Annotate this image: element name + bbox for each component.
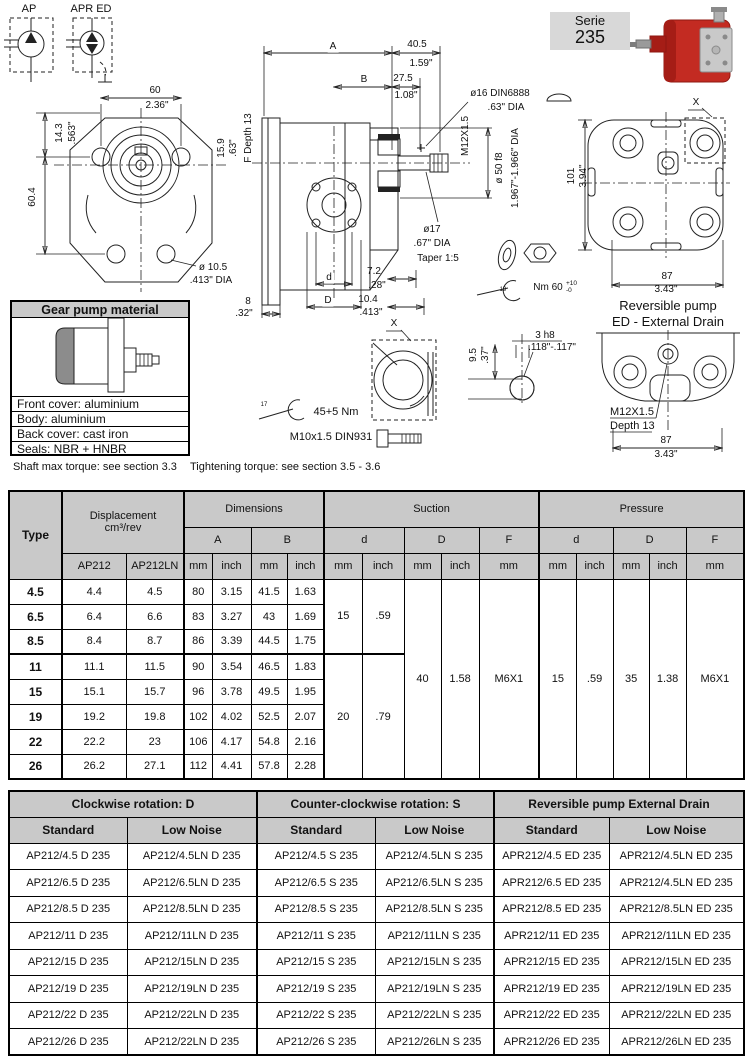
subheader-standard: Standard (257, 817, 375, 843)
header-clockwise: Clockwise rotation: D (9, 791, 257, 817)
header-displacement-line1: Displacement (89, 510, 157, 523)
dim-87-ed-in: 3.43" (654, 448, 678, 460)
dim-9-5-in: .37" (480, 346, 491, 364)
external-drain-title: ED - External Drain (612, 314, 724, 330)
order-code-cell: AP212/22 D 235 (9, 1002, 127, 1029)
dim-87-rear: 87 (661, 270, 673, 282)
order-code-cell: AP212/19LN D 235 (127, 976, 257, 1003)
x-detail-drawing (372, 330, 436, 420)
type-cell: 19 (9, 704, 62, 729)
material-row-back-cover: Back cover: cast iron (12, 427, 188, 442)
order-row (9, 1029, 744, 1056)
dim-60-in: 2.36" (145, 99, 169, 111)
material-row-seals: Seals: NBR + HNBR (17, 442, 127, 456)
order-code-cell: APR212/15 ED 235 (494, 949, 609, 976)
value-cell: 1.83 (287, 654, 324, 679)
header-reversible-ed: Reversible pump External Drain (494, 791, 744, 817)
apr-ed-hydraulic-symbol (66, 18, 112, 82)
order-code-cell: AP212/19LN S 235 (375, 976, 494, 1003)
order-code-cell: AP212/15 D 235 (9, 949, 127, 976)
value-cell: 19.2 (62, 704, 126, 729)
order-code-cell: APR212/11LN ED 235 (609, 923, 744, 950)
value-cell: 3.15 (212, 579, 251, 604)
order-code-cell: AP212/15LN D 235 (127, 949, 257, 976)
header-unit: inch (287, 553, 324, 579)
header-counter-clockwise: Counter-clockwise rotation: S (257, 791, 494, 817)
header-suction-f: F (479, 527, 539, 553)
shaft-torque-note: Shaft max torque: see section 3.3 (13, 461, 177, 473)
value-cell: 1.69 (287, 604, 324, 629)
order-code-cell: AP212/8.5LN S 235 (375, 896, 494, 923)
dim-27-5-in: 1.08" (394, 89, 418, 101)
value-cell: 1.95 (287, 679, 324, 704)
value-cell: 8.4 (62, 629, 126, 654)
value-cell: 22.2 (62, 729, 126, 754)
order-code-cell: AP212/26 D 235 (9, 1029, 127, 1056)
order-code-cell: APR212/26LN ED 235 (609, 1029, 744, 1056)
dim-40-5: 40.5 (407, 38, 427, 50)
order-row (9, 1002, 744, 1029)
ordering-codes-table (8, 790, 745, 1056)
value-cell: 90 (184, 654, 212, 679)
type-cell: 4.5 (9, 579, 62, 604)
dim-9-5: 9.5 (468, 348, 479, 362)
header-unit: mm (184, 553, 212, 579)
type-cell: 6.5 (9, 604, 62, 629)
dim-14-3-in: .563" (67, 121, 78, 145)
order-code-cell: APR212/8.5LN ED 235 (609, 896, 744, 923)
pilot-dia-in: 1.967"-1.966" DIA (510, 128, 521, 208)
header-displacement (62, 491, 184, 553)
order-row (9, 923, 744, 950)
order-code-cell: AP212/22LN S 235 (375, 1002, 494, 1029)
suction-d-mm-group2: 20 (324, 654, 362, 779)
dim-40-5-in: 1.59" (409, 57, 433, 69)
header-type: Type (9, 491, 62, 579)
header-unit: mm (324, 553, 362, 579)
x-ref-rear: X (692, 96, 700, 108)
suction-dd-mm: 40 (404, 579, 441, 779)
wrench-size-19: 19 (499, 286, 507, 293)
pressure-d-inch: .59 (576, 579, 613, 779)
order-code-cell: AP212/15 S 235 (257, 949, 375, 976)
value-cell: 112 (184, 754, 212, 779)
dim-a-label: A (329, 40, 337, 52)
key-height-label: 3 h8 (535, 329, 555, 341)
shaft-dia-label: ø17 (423, 223, 441, 235)
value-cell: 80 (184, 579, 212, 604)
order-code-cell: AP212/11 D 235 (9, 923, 127, 950)
order-code-cell: APR212/22LN ED 235 (609, 1002, 744, 1029)
apr-ed-symbol-label: APR ED (70, 3, 112, 16)
header-dimensions: Dimensions (184, 491, 324, 527)
header-unit: mm (404, 553, 441, 579)
order-code-cell: APR212/19 ED 235 (494, 976, 609, 1003)
value-cell: 52.5 (251, 704, 287, 729)
header-unit: mm (613, 553, 649, 579)
value-cell: 19.8 (126, 704, 184, 729)
material-row-front-cover: Front cover: aluminium (12, 397, 188, 412)
value-cell: 27.1 (126, 754, 184, 779)
value-cell: 54.8 (251, 729, 287, 754)
value-cell: 15.1 (62, 679, 126, 704)
shaft-thread-label: M12X1.5 (460, 115, 471, 157)
value-cell: 1.75 (287, 629, 324, 654)
order-code-cell: AP212/4.5 D 235 (9, 843, 127, 870)
header-ap212: AP212 (62, 553, 126, 579)
value-cell: 2.07 (287, 704, 324, 729)
pressure-dd-mm: 35 (613, 579, 649, 779)
suction-d-mm-group1: 15 (324, 579, 362, 654)
bolt-spec-label: M10x1.5 DIN931 (289, 431, 373, 444)
dim-8: 8 (245, 295, 251, 307)
order-code-cell: AP212/22LN D 235 (127, 1029, 257, 1056)
order-row (9, 843, 744, 870)
order-code-cell: AP212/4.5LN D 235 (127, 843, 257, 870)
dim-10-4: 10.4 (358, 293, 378, 305)
dim-8-in: .32" (235, 307, 253, 319)
reversible-pump-title: Reversible pump (619, 298, 717, 314)
order-code-cell: AP212/8.5 D 235 (9, 896, 127, 923)
order-code-cell: APR212/22 ED 235 (494, 1002, 609, 1029)
f-depth-label: F Depth 13 (243, 113, 254, 163)
dim-10-4-in: .413" (359, 306, 383, 318)
nut-torque-tolerance (566, 281, 577, 294)
dim-101: 101 (566, 167, 577, 185)
tightening-torque-note: Tightening torque: see section 3.5 - 3.6 (190, 461, 381, 473)
specifications-table (8, 490, 745, 780)
subheader-standard: Standard (9, 817, 127, 843)
ed-depth-label: Depth 13 (610, 420, 655, 432)
spec-row (9, 579, 744, 604)
key-height-in: .118"-.117" (528, 341, 576, 353)
order-code-cell: APR212/4.5 ED 235 (494, 843, 609, 870)
order-code-cell: AP212/22 S 235 (257, 1002, 375, 1029)
order-code-cell: AP212/26LN S 235 (375, 1029, 494, 1056)
nut-tol-minus: -0 (566, 286, 572, 294)
order-code-cell: AP212/19 D 235 (9, 976, 127, 1003)
header-dim-b: B (251, 527, 324, 553)
type-cell: 11 (9, 654, 62, 679)
header-unit: inch (441, 553, 479, 579)
value-cell: 8.7 (126, 629, 184, 654)
header-unit: inch (576, 553, 613, 579)
value-cell: 3.39 (212, 629, 251, 654)
header-dim-a: A (184, 527, 251, 553)
dim-15-9-in: .63" (228, 139, 239, 157)
type-cell: 15 (9, 679, 62, 704)
header-pressure-d: d (539, 527, 613, 553)
value-cell: 26.2 (62, 754, 126, 779)
type-cell: 22 (9, 729, 62, 754)
value-cell: 4.5 (126, 579, 184, 604)
header-unit: inch (212, 553, 251, 579)
shaft-dia-in: .67" DIA (413, 237, 451, 249)
value-cell: 2.28 (287, 754, 324, 779)
material-row-body: Body: aluminium (12, 412, 188, 427)
order-code-cell: AP212/8.5 S 235 (257, 896, 375, 923)
value-cell: 15.7 (126, 679, 184, 704)
key-din6888-in: .63" DIA (487, 101, 525, 113)
key-din6888-label: ø16 DIN6888 (470, 87, 530, 99)
series-label: Serie (574, 13, 606, 28)
order-code-cell: APR212/8.5 ED 235 (494, 896, 609, 923)
subheader-standard: Standard (494, 817, 609, 843)
value-cell: 1.63 (287, 579, 324, 604)
ed-rear-view-drawing (596, 330, 740, 452)
value-cell: 11.5 (126, 654, 184, 679)
value-cell: 6.4 (62, 604, 126, 629)
dim-b-label: B (360, 73, 368, 85)
order-code-cell: AP212/19 S 235 (257, 976, 375, 1003)
value-cell: 3.27 (212, 604, 251, 629)
nut-torque-label: Nm 60 (533, 281, 563, 293)
order-code-cell: AP212/8.5LN D 235 (127, 896, 257, 923)
subheader-low-noise: Low Noise (609, 817, 744, 843)
value-cell: 86 (184, 629, 212, 654)
value-cell: 106 (184, 729, 212, 754)
bolt-torque-label: 45+5 Nm (313, 406, 359, 419)
order-row (9, 870, 744, 897)
dim-hole-in: .413" DIA (189, 274, 233, 286)
dim-7-2: 7.2 (367, 265, 381, 277)
dim-87-ed: 87 (660, 434, 672, 446)
ap-symbol-label: AP (21, 3, 37, 16)
dim-d-label: d (326, 271, 332, 283)
type-cell: 8.5 (9, 629, 62, 654)
header-pressure: Pressure (539, 491, 744, 527)
dim-hole: ø 10.5 (198, 261, 228, 273)
dim-101-in: 3.94" (578, 164, 589, 188)
pump-photo (630, 7, 732, 82)
x-ref-side: X (390, 317, 398, 329)
order-row (9, 976, 744, 1003)
wrench-size-17: 17 (260, 401, 268, 408)
dim-dd-label: D (324, 294, 332, 306)
order-code-cell: AP212/26 S 235 (257, 1029, 375, 1056)
value-cell: 49.5 (251, 679, 287, 704)
header-ap212ln: AP212LN (126, 553, 184, 579)
order-code-cell: AP212/6.5LN D 235 (127, 870, 257, 897)
order-code-cell: AP212/22LN D 235 (127, 1002, 257, 1029)
header-pressure-f: F (686, 527, 744, 553)
nut-tol-plus: +10 (566, 280, 578, 287)
dim-15-9: 15.9 (216, 138, 227, 158)
header-unit: mm (251, 553, 287, 579)
series-badge (550, 12, 630, 50)
value-cell: 4.17 (212, 729, 251, 754)
order-code-cell: AP212/6.5 D 235 (9, 870, 127, 897)
dim-60-4: 60.4 (27, 187, 38, 207)
dim-14-3: 14.3 (54, 123, 65, 143)
header-suction: Suction (324, 491, 539, 527)
order-code-cell: AP212/6.5 S 235 (257, 870, 375, 897)
order-code-cell: AP212/6.5LN S 235 (375, 870, 494, 897)
header-unit: inch (649, 553, 686, 579)
value-cell: 2.16 (287, 729, 324, 754)
material-box-title: Gear pump material (12, 302, 188, 318)
order-code-cell: AP212/4.5 S 235 (257, 843, 375, 870)
suction-d-inch-group1: .59 (362, 579, 404, 654)
header-unit: mm (539, 553, 576, 579)
order-code-cell: AP212/11LN S 235 (375, 923, 494, 950)
material-box-image (12, 318, 188, 397)
pressure-f: M6X1 (686, 579, 744, 779)
material-box (10, 300, 190, 456)
order-code-cell: APR212/19LN ED 235 (609, 976, 744, 1003)
header-suction-dd: D (404, 527, 479, 553)
value-cell: 57.8 (251, 754, 287, 779)
value-cell: 6.6 (126, 604, 184, 629)
order-code-cell: APR212/26 ED 235 (494, 1029, 609, 1056)
order-code-cell: APR212/15LN ED 235 (609, 949, 744, 976)
type-cell: 26 (9, 754, 62, 779)
value-cell: 3.78 (212, 679, 251, 704)
order-code-cell: APR212/6.5 ED 235 (494, 870, 609, 897)
order-row (9, 896, 744, 923)
value-cell: 23 (126, 729, 184, 754)
header-suction-d: d (324, 527, 404, 553)
dim-87-rear-in: 3.43" (654, 283, 678, 295)
rear-view-drawing (578, 108, 730, 288)
value-cell: 96 (184, 679, 212, 704)
value-cell: 44.5 (251, 629, 287, 654)
value-cell: 41.5 (251, 579, 287, 604)
order-code-cell: AP212/11LN D 235 (127, 923, 257, 950)
value-cell: 4.4 (62, 579, 126, 604)
dim-60: 60 (149, 84, 161, 96)
order-code-cell: APR212/4.5LN ED 235 (609, 870, 744, 897)
suction-f: M6X1 (479, 579, 539, 779)
value-cell: 102 (184, 704, 212, 729)
pressure-dd-inch: 1.38 (649, 579, 686, 779)
value-cell: 3.54 (212, 654, 251, 679)
dim-7-2-in: .28" (368, 279, 386, 291)
header-unit: mm (479, 553, 539, 579)
header-displacement-unit: cm³/rev (104, 522, 142, 535)
order-code-cell: AP212/15LN S 235 (375, 949, 494, 976)
ed-thread-label: M12X1.5 (610, 406, 655, 418)
order-code-cell: AP212/11 S 235 (257, 923, 375, 950)
header-pressure-dd: D (613, 527, 686, 553)
value-cell: 11.1 (62, 654, 126, 679)
pressure-d-mm: 15 (539, 579, 576, 779)
subheader-low-noise: Low Noise (127, 817, 257, 843)
value-cell: 43 (251, 604, 287, 629)
ap-hydraulic-symbol (4, 18, 53, 82)
order-code-cell: APR212/4.5LN ED 235 (609, 843, 744, 870)
order-code-cell: AP212/4.5LN S 235 (375, 843, 494, 870)
order-row (9, 949, 744, 976)
dim-27-5: 27.5 (393, 72, 413, 84)
value-cell: 4.41 (212, 754, 251, 779)
header-unit: inch (362, 553, 404, 579)
order-code-cell: APR212/11 ED 235 (494, 923, 609, 950)
suction-dd-inch: 1.58 (441, 579, 479, 779)
suction-d-inch-group2: .79 (362, 654, 404, 779)
taper-label: Taper 1:5 (417, 252, 459, 264)
header-unit: mm (686, 553, 744, 579)
value-cell: 46.5 (251, 654, 287, 679)
value-cell: 4.02 (212, 704, 251, 729)
subheader-low-noise: Low Noise (375, 817, 494, 843)
series-number: 235 (574, 27, 606, 48)
value-cell: 83 (184, 604, 212, 629)
pilot-dia-label: ø 50 f8 (494, 152, 505, 184)
